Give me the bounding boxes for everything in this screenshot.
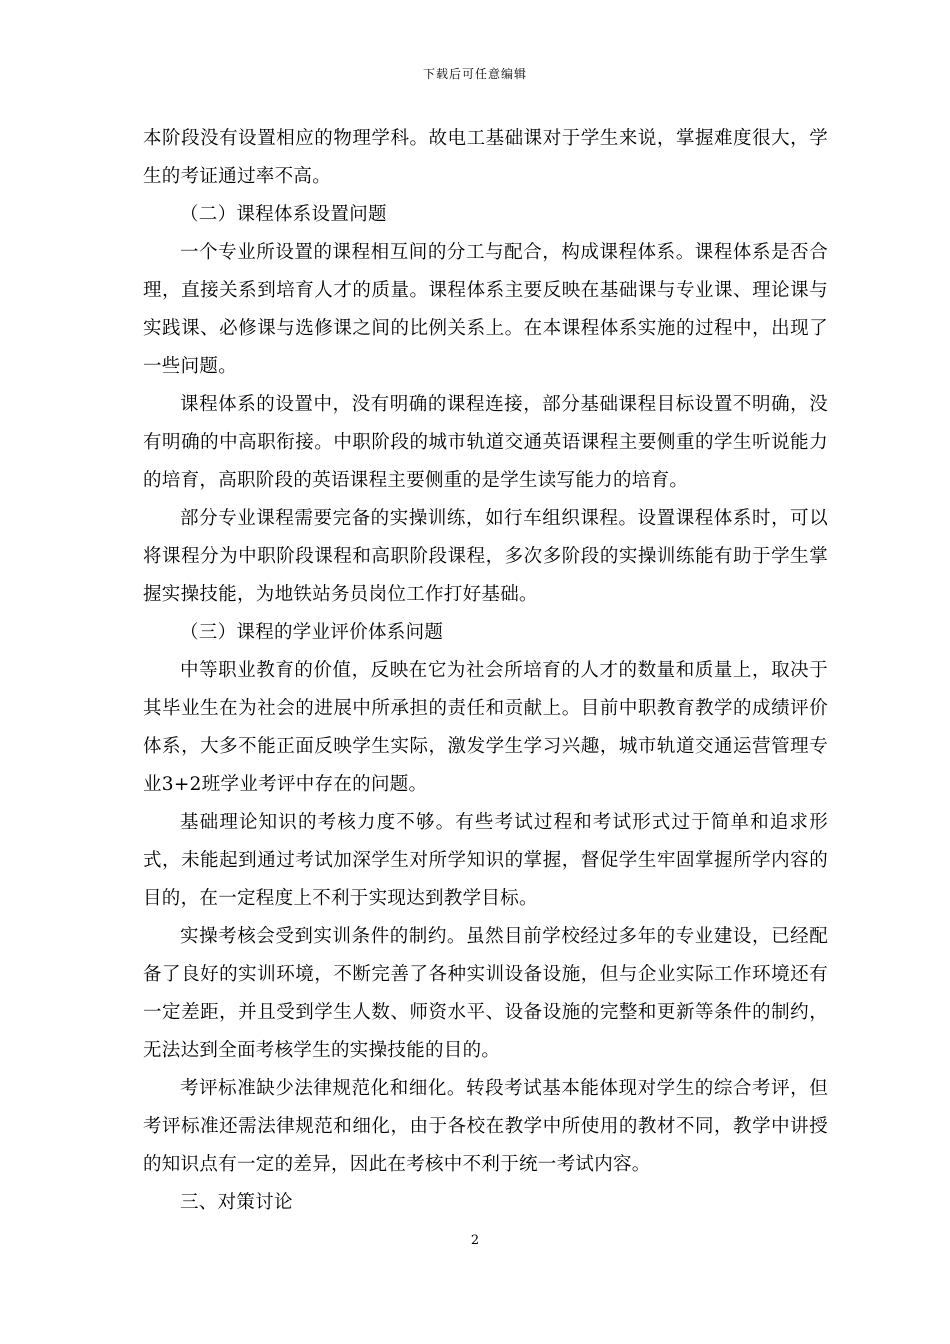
paragraph-continued: 本阶段没有设置相应的物理学科。故电工基础课对于学生来说，掌握难度很大，学生的考证通过率不高。 <box>143 128 828 187</box>
paragraph: 中等职业教育的价值，反映在它为社会所培育的人才的数量和质量上，取决于其毕业生在为社会的进展中所承担的责任和贡献上。目前中职教育教学的成绩评价体系，大多不能正面反映学生实际，激发学生学习兴趣，城市轨道交通运营管理专业3+2班学业考评中存在的问题。 <box>143 660 828 795</box>
section-heading-evaluation-system: （三）课程的学业评价体系问题 <box>180 622 444 643</box>
section-heading-curriculum-system: （二）课程体系设置问题 <box>180 204 387 225</box>
paragraph: 基础理论知识的考核力度不够。有些考试过程和考试形式过于简单和追求形式，未能起到通过考试加深学生对所学知识的掌握，督促学生牢固掌握所学内容的目的，在一定程度上不利于实现达到教学目标。 <box>143 812 828 909</box>
page-number: 2 <box>470 1233 480 1248</box>
paragraph: 考评标准缺少法律规范化和细化。转段考试基本能体现对学生的综合考评，但考评标准还需法律规范和细化，由于各校在教学中所使用的教材不同，教学中讲授的知识点有一定的差异，因此在考核中不利于统一考试内容。 <box>143 1078 828 1175</box>
section-heading-countermeasures: 三、对策讨论 <box>180 1192 293 1213</box>
paragraph: 一个专业所设置的课程相互间的分工与配合，构成课程体系。课程体系是否合理，直接关系到培育人才的质量。课程体系主要反映在基础课与专业课、理论课与实践课、必修课与选修课之间的比例关系上。在本课程体系实施的过程中，出现了一些问题。 <box>143 242 828 377</box>
document-body <box>143 120 828 1222</box>
paragraph: 部分专业课程需要完备的实操训练，如行车组织课程。设置课程体系时，可以将课程分为中职阶段课程和高职阶段课程，多次多阶段的实操训练能有助于学生掌握实操技能，为地铁站务员岗位工作打好基础。 <box>143 508 828 605</box>
page-header: 下载后可任意编辑 <box>422 67 527 81</box>
paragraph: 课程体系的设置中，没有明确的课程连接，部分基础课程目标设置不明确，没有明确的中高职衔接。中职阶段的城市轨道交通英语课程主要侧重的学生听说能力的培育，高职阶段的英语课程主要侧重的是学生读写能力的培育。 <box>143 394 828 491</box>
paragraph: 实操考核会受到实训条件的制约。虽然目前学校经过多年的专业建设，已经配备了良好的实训环境，不断完善了各种实训设备设施，但与企业实际工作环境还有一定差距，并且受到学生人数、师资水平、设备设施的完整和更新等条件的制约，无法达到全面考核学生的实操技能的目的。 <box>143 926 828 1061</box>
